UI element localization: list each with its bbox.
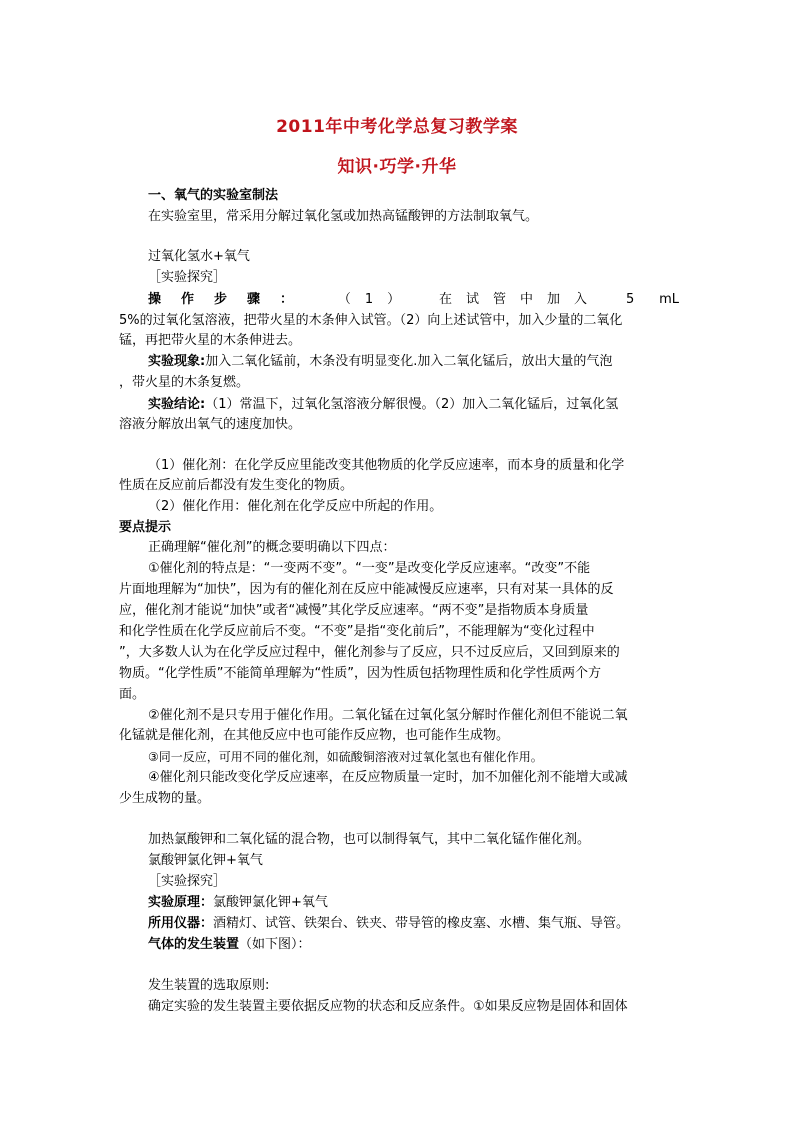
operation-line <box>148 290 679 310</box>
paragraph: ，带火星的木条复燃。 <box>119 375 250 390</box>
equation: 氯酸钾氯化钾+氧气 <box>148 853 263 868</box>
paragraph: 在实验室里，常采用分解过氧化氢或加热高锰酸钾的方法制取氧气。 <box>148 209 539 224</box>
principle-line <box>148 893 708 913</box>
phenomenon-label: 实验现象: <box>148 354 206 369</box>
operation-text: 5 <box>625 292 635 307</box>
paragraph: ②催化剂不是只专用于催化作用。二氧化锰在过氧化氢分解时作催化剂但不能说二氧 <box>148 708 628 723</box>
paragraph: ①催化剂的特点是：“一变两不变”。“一变”是改变化学反应速率。“改变”不能 <box>148 561 591 576</box>
instruments-label: 所用仪器： <box>148 916 214 931</box>
paragraph: 性质在反应前后都没有发生变化的物质。 <box>119 478 354 493</box>
conclusion-text: （1）常温下，过氧化氢溶液分解很慢。（2）加入二氧化锰后，过氧化氢 <box>205 397 619 412</box>
principle-text: 氯酸钾氯化钾+氧气 <box>213 895 328 910</box>
paragraph: 确定实验的发生装置主要依据反应物的状态和反应条件。①如果反应物是固体和固体 <box>148 999 628 1014</box>
paragraph: 发生装置的选取原则: <box>148 978 270 993</box>
paragraph: 锰，再把带火星的木条伸进去。 <box>119 333 302 348</box>
section-heading: 一、氧气的实验室制法 <box>148 188 279 203</box>
lab-label: ［实验探究］ <box>148 874 227 889</box>
operation-text: mL <box>659 292 679 307</box>
paragraph: 物质。“化学性质”不能简单理解为“性质”，因为性质包括物理性质和化学性质两个方 <box>119 666 601 681</box>
paragraph: 溶液分解放出氧气的速度加快。 <box>119 417 302 432</box>
key-points-heading: 要点提示 <box>119 520 172 535</box>
instruments-line <box>148 914 708 934</box>
device-text: （如下图）： <box>239 937 311 952</box>
operation-text: （1） <box>337 292 415 307</box>
conclusion-label: 实验结论: <box>148 397 206 412</box>
paragraph: 片面地理解为“加快”，因为有的催化剂在反应中能减慢反应速率，只有对某一具体的反 <box>119 582 614 597</box>
paragraph: （2）催化作用：催化剂在化学反应中所起的作用。 <box>148 499 443 514</box>
equation: 过氧化氢水+氧气 <box>148 249 250 264</box>
paragraph: 正确理解“催化剂”的概念要明确以下四点： <box>148 540 396 555</box>
paragraph: 和化学性质在化学反应前后不变。“不变”是指“变化前后”，不能理解为“变化过程中 <box>119 624 595 639</box>
device-line <box>148 935 708 955</box>
paragraph: 少生成物的量。 <box>119 791 211 806</box>
paragraph: 化锰就是催化剂，在其他反应中也可能作反应物，也可能作生成物。 <box>119 728 510 743</box>
phenomenon-line <box>148 352 708 372</box>
instruments-text: 酒精灯、试管、铁架台、铁夹、带导管的橡皮塞、水槽、集气瓶、导管。 <box>213 916 630 931</box>
paragraph: ③同一反应，可用不同的催化剂，如硫酸铜溶液对过氧化氢也有催化作用。 <box>148 750 543 764</box>
document-title: 2011年中考化学总复习教学案 <box>276 117 518 137</box>
paragraph: （1）催化剂：在化学反应里能改变其他物质的化学反应速率，而本身的质量和化学 <box>148 458 625 473</box>
device-label: 气体的发生装置 <box>148 937 240 952</box>
paragraph: 5%的过氧化氢溶液，把带火星的木条伸入试管。（2）向上述试管中，加入少量的二氧化 <box>119 313 623 328</box>
paragraph: ④催化剂只能改变化学反应速率，在反应物质量一定时，加不加催化剂不能增大或减 <box>148 770 628 785</box>
operation-text: 在试管中加入 <box>439 292 602 307</box>
operation-label: 操作步骤： <box>148 292 314 307</box>
paragraph: 面。 <box>119 687 146 702</box>
paragraph: 加热氯酸钾和二氧化锰的混合物，也可以制得氧气，其中二氧化锰作催化剂。 <box>148 832 591 847</box>
paragraph: ”，大多数人认为在化学反应过程中，催化剂参与了反应，只不过反应后，又回到原来的 <box>119 645 620 660</box>
conclusion-line <box>148 395 708 415</box>
document-subtitle: 知识·巧学·升华 <box>337 157 457 177</box>
paragraph: 应，催化剂才能说“加快”或者“减慢”其化学反应速率。“两不变”是指物质本身质量 <box>119 603 589 618</box>
phenomenon-text: 加入二氧化锰前，木条没有明显变化.加入二氧化锰后，放出大量的气泡 <box>205 354 613 369</box>
principle-label: 实验原理： <box>148 895 214 910</box>
lab-label: ［实验探究］ <box>148 270 227 285</box>
